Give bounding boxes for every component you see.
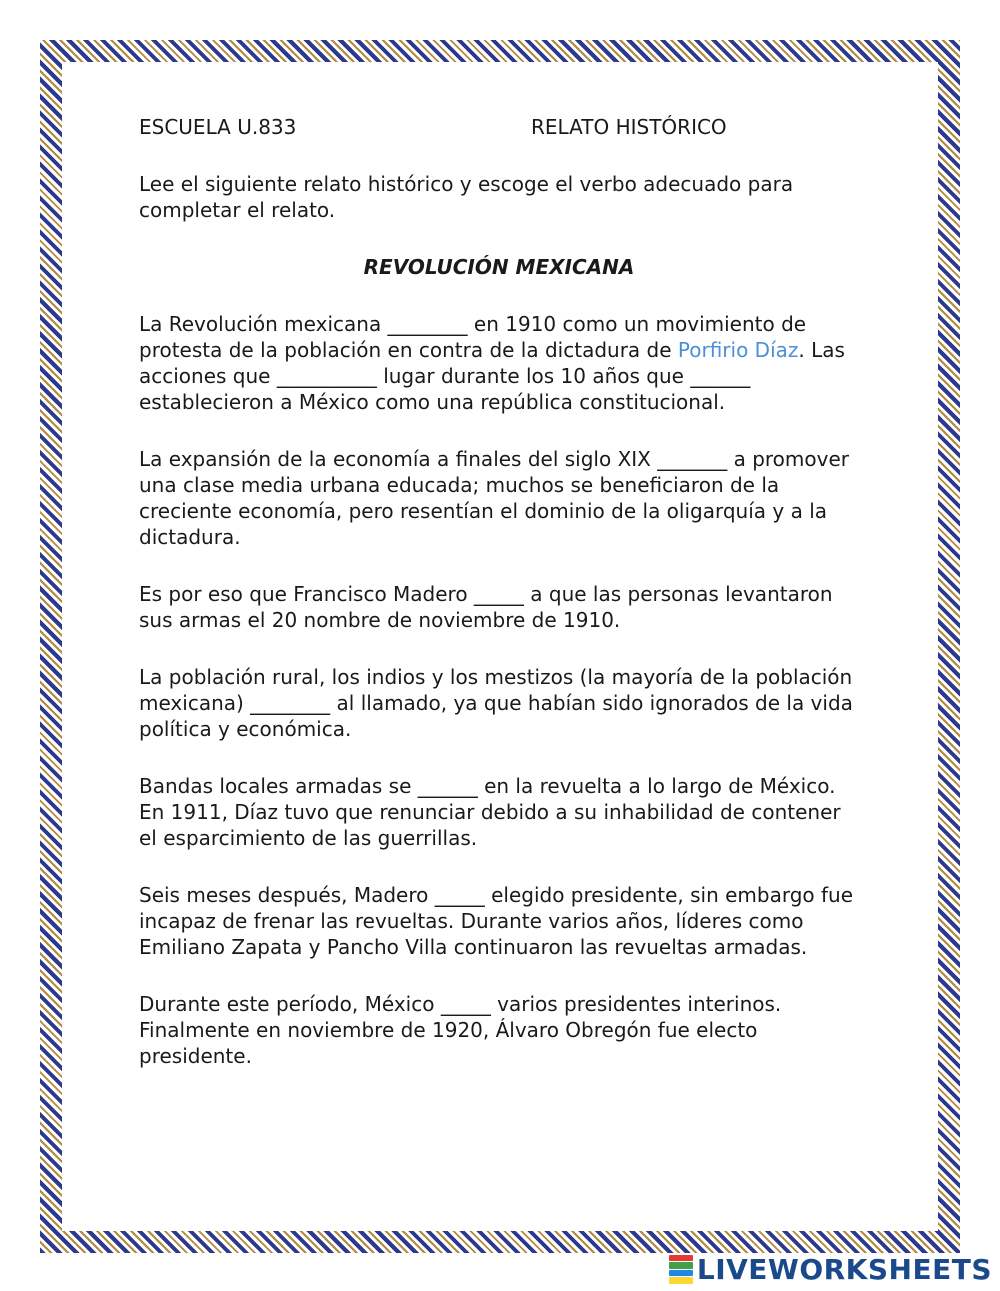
worksheet-content bbox=[139, 114, 859, 1069]
porfirio-diaz-link[interactable]: Porfirio Díaz bbox=[677, 338, 799, 362]
paragraph-1-text: La Revolución mexicana ________ en 1910 como un movimiento de protesta de la población en contra de la dictadura de bbox=[139, 312, 807, 362]
subject-title: RELATO HISTÓRICO bbox=[531, 115, 727, 139]
instructions: Lee el siguiente relato histórico y escoge el verbo adecuado para completar el relato. bbox=[139, 172, 794, 222]
paragraph-3: Es por eso que Francisco Madero _____ a que las personas levantaron sus armas el 20 nombre de noviembre de 1910. bbox=[139, 582, 833, 632]
paragraph-5: Bandas locales armadas se ______ en la revuelta a lo largo de México. En 1911, Díaz tuvo que renunciar debido a su inhabilidad de contener el esparcimiento de las guerrillas. bbox=[139, 774, 841, 850]
paragraph-1-text-end: . Las acciones que __________ lugar durante los 10 años que ______ establecieron a México como una república constitucional. bbox=[139, 338, 845, 414]
paragraph-1 bbox=[139, 311, 859, 415]
logo-badge-icon bbox=[669, 1254, 693, 1284]
paragraph-7: Durante este período, México _____ varios presidentes interinos. Finalmente en noviembre de 1920, Álvaro Obregón fue electo presidente. bbox=[139, 992, 782, 1068]
story-title: REVOLUCIÓN MEXICANA bbox=[363, 255, 635, 279]
logo-text: LIVEWORKSHEETS bbox=[696, 1252, 992, 1286]
paragraph-4: La población rural, los indios y los mestizos (la mayoría de la población mexicana) ________ al llamado, ya que habían sido ignorados de la vida política y económica. bbox=[139, 665, 853, 741]
liveworksheets-logo[interactable] bbox=[669, 1251, 992, 1287]
paragraph-2: La expansión de la economía a finales del siglo XIX _______ a promover una clase media urbana educada; muchos se beneficiaron de la creciente economía, pero resentían el dominio de la oligarquía y a la dictadura. bbox=[139, 447, 849, 549]
school-name: ESCUELA U.833 bbox=[139, 115, 297, 139]
header-row bbox=[139, 114, 859, 140]
paragraph-6: Seis meses después, Madero _____ elegido presidente, sin embargo fue incapaz de frenar las revueltas. Durante varios años, líderes como Emiliano Zapata y Pancho Villa continuaron las revueltas armadas. bbox=[139, 883, 854, 959]
